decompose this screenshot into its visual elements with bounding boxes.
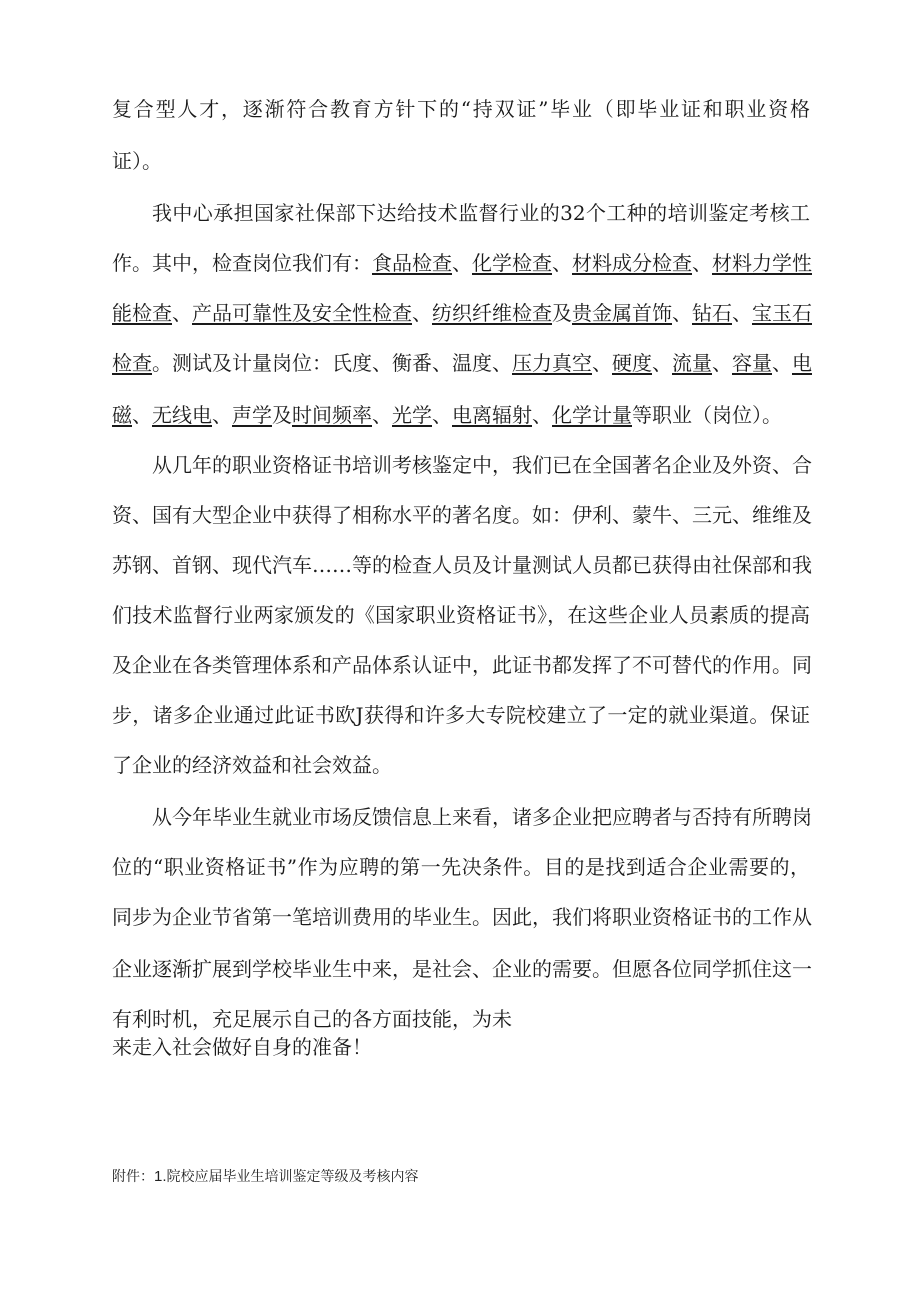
attachment-label: 附件： xyxy=(112,1169,154,1185)
job-link-product-reliability-safety[interactable]: 产品可靠性及安全性检查 xyxy=(192,301,412,325)
paragraph-line: 苏钢、首钢、现代汽车……等的检查人员及计量测试人员都已获得由社保部和我 xyxy=(112,553,812,577)
text: 作。其中，检查岗位我们有： xyxy=(112,251,372,275)
separator: 、 xyxy=(652,351,672,375)
job-link-gemstone[interactable]: 宝玉石 xyxy=(752,301,812,325)
job-link-hardness[interactable]: 硬度 xyxy=(612,351,652,375)
paragraph-line: 及企业在各类管理体系和产品体系认证中，此证书都发挥了不可替代的作用。同 xyxy=(112,653,812,677)
separator: 、 xyxy=(432,403,452,427)
attachment-note xyxy=(112,1168,419,1186)
text: 。测试及计量岗位：氏度、衡番、温度、 xyxy=(152,351,512,375)
text: 及 xyxy=(272,403,292,427)
job-link-gemstone-inspection-cont[interactable]: 检查 xyxy=(112,351,152,375)
attachment-title: 院校应届毕业生培训鉴定等级及考核内容 xyxy=(166,1169,419,1185)
separator: 、 xyxy=(372,403,392,427)
separator: 、 xyxy=(552,251,572,275)
paragraph-line: 从几年的职业资格证书培训考核鉴定中，我们已在全国著名企业及外资、合 xyxy=(152,453,812,477)
paragraph-line: 有利时机，充足展示自己的各方面技能，为未 xyxy=(112,1007,512,1031)
attachment-number: 1. xyxy=(154,1168,167,1185)
separator: 、 xyxy=(672,301,692,325)
job-link-material-mechanics-inspection[interactable]: 材料力学性 xyxy=(712,251,812,275)
separator: 、 xyxy=(452,251,472,275)
job-link-precious-metal-jewelry[interactable]: 贵金属首饰 xyxy=(572,301,672,325)
job-link-diamond[interactable]: 钻石 xyxy=(692,301,732,325)
paragraph-line xyxy=(112,300,810,326)
paragraph-line xyxy=(112,250,810,276)
separator: 、 xyxy=(212,403,232,427)
job-link-material-mechanics-inspection-cont[interactable]: 能检查 xyxy=(112,301,172,325)
paragraph-line: 位的“职业资格证书”作为应聘的第一先决条件。目的是找到适合企业需要的， xyxy=(112,855,810,879)
job-link-ionizing-radiation[interactable]: 电离辐射 xyxy=(452,403,532,427)
job-link-time-frequency[interactable]: 时间频率 xyxy=(292,403,372,427)
job-link-flow[interactable]: 流量 xyxy=(672,351,712,375)
job-link-food-inspection[interactable]: 食品检查 xyxy=(372,251,452,275)
separator: 、 xyxy=(412,301,432,325)
separator: 、 xyxy=(692,251,712,275)
paragraph-line: 复合型人才，逐渐符合教育方针下的“持双证”毕业（即毕业证和职业资格 xyxy=(112,97,810,121)
paragraph-line: 同步为企业节省第一笔培训费用的毕业生。因此，我们将职业资格证书的工作从 xyxy=(112,905,812,929)
separator: 、 xyxy=(732,301,752,325)
separator: 、 xyxy=(712,351,732,375)
job-link-textile-fiber-inspection[interactable]: 纺织纤维检查 xyxy=(432,301,552,325)
paragraph-line xyxy=(112,350,810,376)
paragraph-line: 企业逐渐扩展到学校毕业生中来，是社会、企业的需要。但愿各位同学抓住这一 xyxy=(112,957,812,981)
separator: 、 xyxy=(532,403,552,427)
job-link-acoustics[interactable]: 声学 xyxy=(232,403,272,427)
job-link-electromagnetism[interactable]: 电 xyxy=(792,351,812,375)
job-link-optics[interactable]: 光学 xyxy=(392,403,432,427)
job-link-pressure-vacuum[interactable]: 压力真空 xyxy=(512,351,592,375)
job-link-material-composition-inspection[interactable]: 材料成分检查 xyxy=(572,251,692,275)
text: 及 xyxy=(552,301,572,325)
job-link-chemical-metrology[interactable]: 化学计量 xyxy=(552,403,632,427)
paragraph-line: 我中心承担国家社保部下达给技术监督行业的32个工种的培训鉴定考核工 xyxy=(152,201,810,225)
paragraph-line: 们技术监督行业两家颁发的《国家职业资格证书》，在这些企业人员素质的提高 xyxy=(112,603,810,627)
job-link-electromagnetism-cont[interactable]: 磁 xyxy=(112,403,132,427)
paragraph-line: 步，诸多企业通过此证书欧J获得和许多大专院校建立了一定的就业渠道。保证 xyxy=(112,703,810,727)
paragraph-line xyxy=(112,402,782,428)
separator: 、 xyxy=(772,351,792,375)
job-link-radio[interactable]: 无线电 xyxy=(152,403,212,427)
paragraph-line: 了企业的经济效益和社会效益。 xyxy=(112,753,392,777)
separator: 、 xyxy=(132,403,152,427)
job-link-volume[interactable]: 容量 xyxy=(732,351,772,375)
paragraph-line: 证）。 xyxy=(112,149,162,173)
paragraph-line: 从今年毕业生就业市场反馈信息上来看，诸多企业把应聘者与否持有所聘岗 xyxy=(152,805,812,829)
paragraph-line: 资、国有大型企业中获得了相称水平的著名度。如：伊利、蒙牛、三元、维维及 xyxy=(112,503,812,527)
job-link-chemical-inspection[interactable]: 化学检查 xyxy=(472,251,552,275)
text: 等职业（岗位）。 xyxy=(632,403,782,427)
separator: 、 xyxy=(592,351,612,375)
paragraph-line: 来走入社会做好自身的准备！ xyxy=(112,1035,372,1059)
separator: 、 xyxy=(172,301,192,325)
